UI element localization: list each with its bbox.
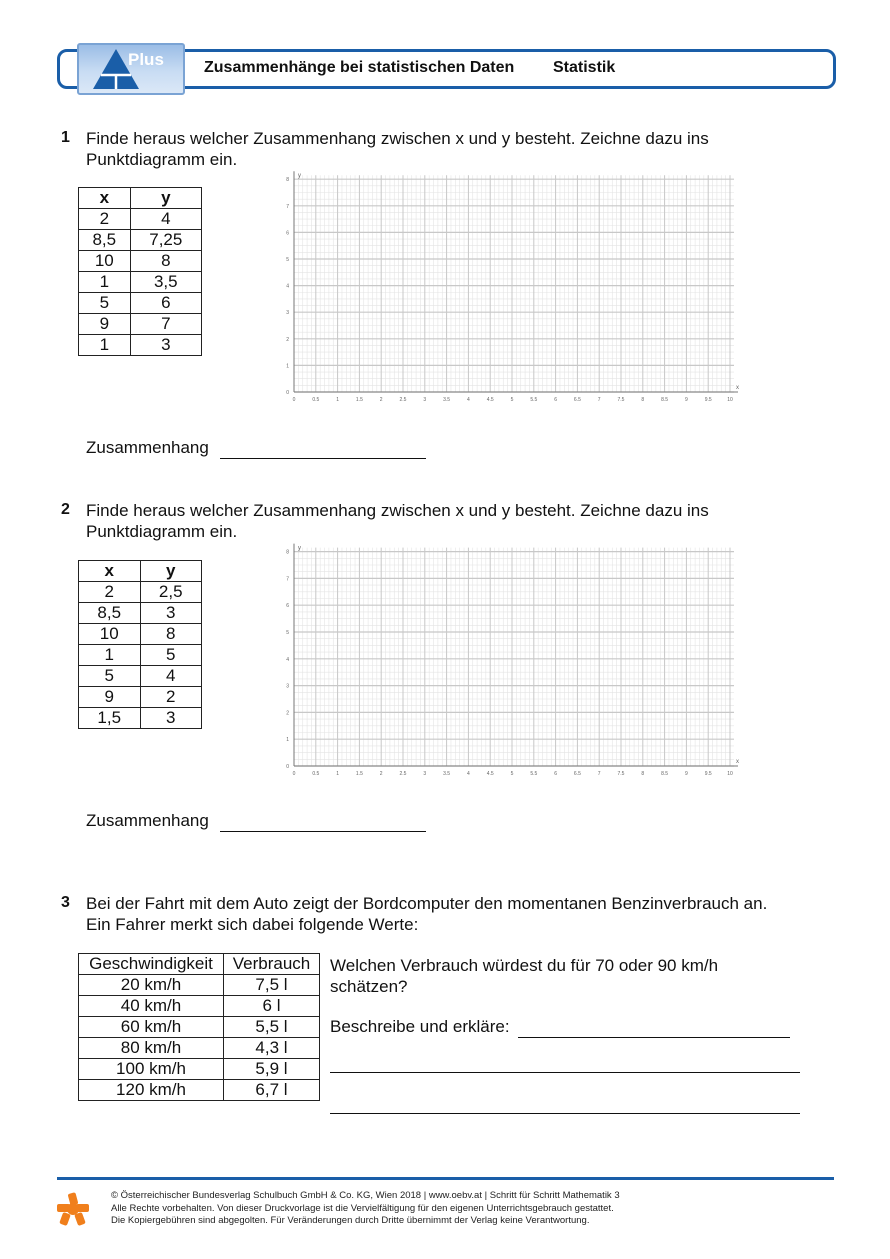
describe-row: [330, 1016, 790, 1038]
table-row: [79, 996, 320, 1017]
x-tick-label: 7.5: [617, 771, 625, 777]
table-cell: 8: [140, 624, 202, 645]
y-tick-label: 4: [286, 656, 289, 663]
y-tick-label: 0: [286, 390, 289, 396]
x-tick-label: 9: [685, 771, 688, 777]
x-tick-label: 2.5: [399, 397, 407, 403]
column-header: x: [79, 188, 131, 209]
x-tick-label: 9.5: [704, 397, 712, 403]
y-tick-label: 8: [286, 177, 289, 184]
y-tick-label: 7: [286, 203, 289, 210]
table-row: [79, 293, 202, 314]
y-tick-label: 1: [286, 363, 289, 370]
table-cell: 4: [140, 666, 202, 687]
y-tick-label: 5: [286, 257, 289, 263]
x-tick-label: 1: [336, 397, 339, 403]
x-tick-label: 6: [554, 771, 557, 777]
task-text-line: Bei der Fahrt mit dem Auto zeigt der Bordcomputer den momentanen Benzinverbrauch an.: [86, 894, 768, 913]
task-text-line: Punktdiagramm ein.: [86, 522, 238, 541]
table-cell: 5,5 l: [224, 1017, 320, 1038]
x-tick-label: 5.5: [530, 397, 538, 403]
task-number: 3: [61, 894, 70, 911]
y-tick-label: 4: [286, 283, 289, 290]
footer-line: Alle Rechte vorbehalten. Von dieser Druckvorlage ist die Vervielfältigung für den eigenen Unterrichtsgebrauch gestattet.: [111, 1202, 614, 1214]
task-number: 1: [61, 129, 70, 146]
table-row: [79, 645, 202, 666]
column-header: Geschwindigkeit: [79, 954, 224, 975]
x-tick-label: 3: [423, 397, 427, 403]
table-cell: 8,5: [79, 603, 141, 624]
x-tick-label: 4: [467, 397, 470, 403]
x-tick-label: 9: [685, 397, 688, 403]
question-line: schätzen?: [330, 977, 408, 996]
column-header: y: [130, 188, 201, 209]
answer-row: [86, 810, 426, 832]
table-cell: 1: [79, 335, 131, 356]
y-tick-label: 3: [286, 683, 289, 690]
question-line: Welchen Verbrauch würdest du für 70 oder 90 km/h: [330, 956, 719, 975]
task-text-line: Punktdiagramm ein.: [86, 150, 238, 169]
y-tick-label: 6: [286, 603, 289, 610]
table-cell: 3: [140, 603, 202, 624]
x-tick-label: 6.5: [573, 771, 581, 777]
table-cell: 40 km/h: [79, 996, 224, 1017]
x-tick-label: 8: [641, 397, 645, 403]
copyright-notice: [111, 1190, 620, 1228]
x-tick-label: 2.5: [399, 771, 407, 777]
x-tick-label: 8: [641, 771, 645, 777]
x-tick-label: 7: [597, 771, 601, 777]
table-cell: 2: [79, 209, 131, 230]
table-cell: 8,5: [79, 230, 131, 251]
answer-row: [86, 437, 426, 459]
table-cell: 6 l: [224, 996, 320, 1017]
y-tick-label: 6: [286, 230, 289, 237]
x-tick-label: 0: [292, 771, 296, 777]
task-text-line: Ein Fahrer merkt sich dabei folgende Werte:: [86, 915, 419, 934]
x-axis-label: x: [736, 759, 739, 765]
table-row: [79, 1038, 320, 1059]
task-text-line: Finde heraus welcher Zusammenhang zwischen x und y besteht. Zeichne dazu ins: [86, 129, 709, 148]
table-cell: 3: [140, 708, 202, 729]
y-axis-label: y: [298, 545, 301, 552]
table-cell: 9: [79, 314, 131, 335]
table-row: [79, 687, 202, 708]
fuel-table: [78, 953, 320, 1101]
x-tick-label: 7: [597, 397, 601, 403]
column-header: x: [79, 561, 141, 582]
x-tick-label: 3.5: [443, 771, 451, 777]
table-cell: 7,5 l: [224, 975, 320, 996]
footer-divider: [57, 1177, 834, 1180]
oebv-logo-icon: [56, 1192, 90, 1226]
x-tick-label: 0.5: [312, 397, 320, 403]
table-cell: 9: [79, 687, 141, 708]
x-tick-label: 8.5: [661, 397, 669, 403]
table-cell: 6: [130, 293, 201, 314]
table-cell: 1: [79, 645, 141, 666]
scatter-grid[interactable]: [276, 164, 758, 404]
table-row: [79, 666, 202, 687]
y-tick-label: 0: [286, 764, 289, 770]
answer-blank[interactable]: [518, 1016, 790, 1038]
x-tick-label: 3: [423, 771, 427, 777]
table-row: [79, 335, 202, 356]
scatter-grid[interactable]: [276, 536, 758, 780]
question-text: [330, 955, 718, 997]
x-tick-label: 10: [727, 771, 733, 777]
answer-label: Zusammenhang: [86, 811, 209, 830]
footer-line: Die Kopiergebühren sind abgegolten. Für Veränderungen durch Dritte übernimmt der Verlag keine Verantwortung.: [111, 1215, 590, 1226]
y-tick-label: 5: [286, 630, 289, 636]
x-tick-label: 2: [379, 397, 383, 403]
table-cell: 60 km/h: [79, 1017, 224, 1038]
column-header: y: [140, 561, 202, 582]
table-cell: 5,9 l: [224, 1059, 320, 1080]
answer-line[interactable]: [330, 1072, 800, 1073]
table-cell: 3: [130, 335, 201, 356]
page-title: Zusammenhänge bei statistischen Daten: [204, 59, 515, 76]
y-tick-label: 7: [286, 576, 289, 583]
task-text: [86, 893, 767, 935]
x-tick-label: 6: [554, 397, 557, 403]
x-tick-label: 1.5: [355, 397, 363, 403]
table-row: [79, 1017, 320, 1038]
table-row: [79, 230, 202, 251]
table-cell: 8: [130, 251, 201, 272]
table-cell: 4,3 l: [224, 1038, 320, 1059]
answer-blank[interactable]: [220, 810, 426, 832]
table-cell: 1,5: [79, 708, 141, 729]
table-cell: 10: [79, 251, 131, 272]
x-tick-label: 5: [510, 771, 514, 777]
x-tick-label: 5.5: [530, 771, 538, 777]
y-tick-label: 2: [286, 336, 289, 343]
table-row: [79, 1059, 320, 1080]
y-tick-label: 2: [286, 710, 289, 717]
x-tick-label: 3.5: [443, 397, 451, 403]
x-tick-label: 9.5: [704, 771, 712, 777]
x-tick-label: 7.5: [617, 397, 625, 403]
x-tick-label: 4.5: [486, 771, 494, 777]
table-cell: 5: [140, 645, 202, 666]
table-cell: 3,5: [130, 272, 201, 293]
answer-label: Zusammenhang: [86, 438, 209, 457]
table-cell: 7: [130, 314, 201, 335]
y-tick-label: 8: [286, 549, 289, 556]
x-tick-label: 4: [467, 771, 470, 777]
logo-label: Plus: [128, 50, 164, 69]
answer-line[interactable]: [330, 1113, 800, 1114]
table-cell: 6,7 l: [224, 1080, 320, 1101]
table-cell: 4: [130, 209, 201, 230]
x-tick-label: 5: [510, 397, 514, 403]
x-tick-label: 1: [336, 771, 339, 777]
task-text-line: Finde heraus welcher Zusammenhang zwischen x und y besteht. Zeichne dazu ins: [86, 501, 709, 520]
value-table: [78, 560, 202, 729]
table-row: [79, 624, 202, 645]
subject-label: Statistik: [553, 59, 616, 76]
table-row: [79, 209, 202, 230]
y-axis-label: y: [298, 173, 301, 180]
table-cell: 2: [140, 687, 202, 708]
task-number: 2: [61, 501, 70, 518]
table-cell: 5: [79, 666, 141, 687]
describe-label: Beschreibe und erkläre:: [330, 1017, 510, 1036]
table-cell: 5: [79, 293, 131, 314]
table-row: [79, 603, 202, 624]
value-table: [78, 187, 202, 356]
table-cell: 2,5: [140, 582, 202, 603]
y-tick-label: 3: [286, 310, 289, 317]
column-header: Verbrauch: [224, 954, 320, 975]
x-tick-label: 2: [379, 771, 383, 777]
table-row: [79, 975, 320, 996]
table-row: [79, 708, 202, 729]
x-tick-label: 10: [727, 397, 733, 403]
footer-line: © Österreichischer Bundesverlag Schulbuch GmbH & Co. KG, Wien 2018 | www.oebv.at | Schritt für Schritt Mathematik 3: [111, 1190, 620, 1201]
table-row: [79, 1080, 320, 1101]
table-row: [79, 582, 202, 603]
table-cell: 80 km/h: [79, 1038, 224, 1059]
table-cell: 120 km/h: [79, 1080, 224, 1101]
table-cell: 20 km/h: [79, 975, 224, 996]
table-cell: 2: [79, 582, 141, 603]
x-tick-label: 1.5: [355, 771, 363, 777]
y-tick-label: 1: [286, 737, 289, 744]
x-tick-label: 0.5: [312, 771, 320, 777]
answer-blank[interactable]: [220, 437, 426, 459]
table-row: [79, 251, 202, 272]
x-tick-label: 8.5: [661, 771, 669, 777]
table-cell: 100 km/h: [79, 1059, 224, 1080]
x-tick-label: 4.5: [486, 397, 494, 403]
x-tick-label: 6.5: [573, 397, 581, 403]
x-tick-label: 0: [292, 397, 296, 403]
table-cell: 1: [79, 272, 131, 293]
table-cell: 7,25: [130, 230, 201, 251]
table-row: [79, 272, 202, 293]
table-cell: 10: [79, 624, 141, 645]
x-axis-label: x: [736, 385, 739, 391]
table-row: [79, 314, 202, 335]
